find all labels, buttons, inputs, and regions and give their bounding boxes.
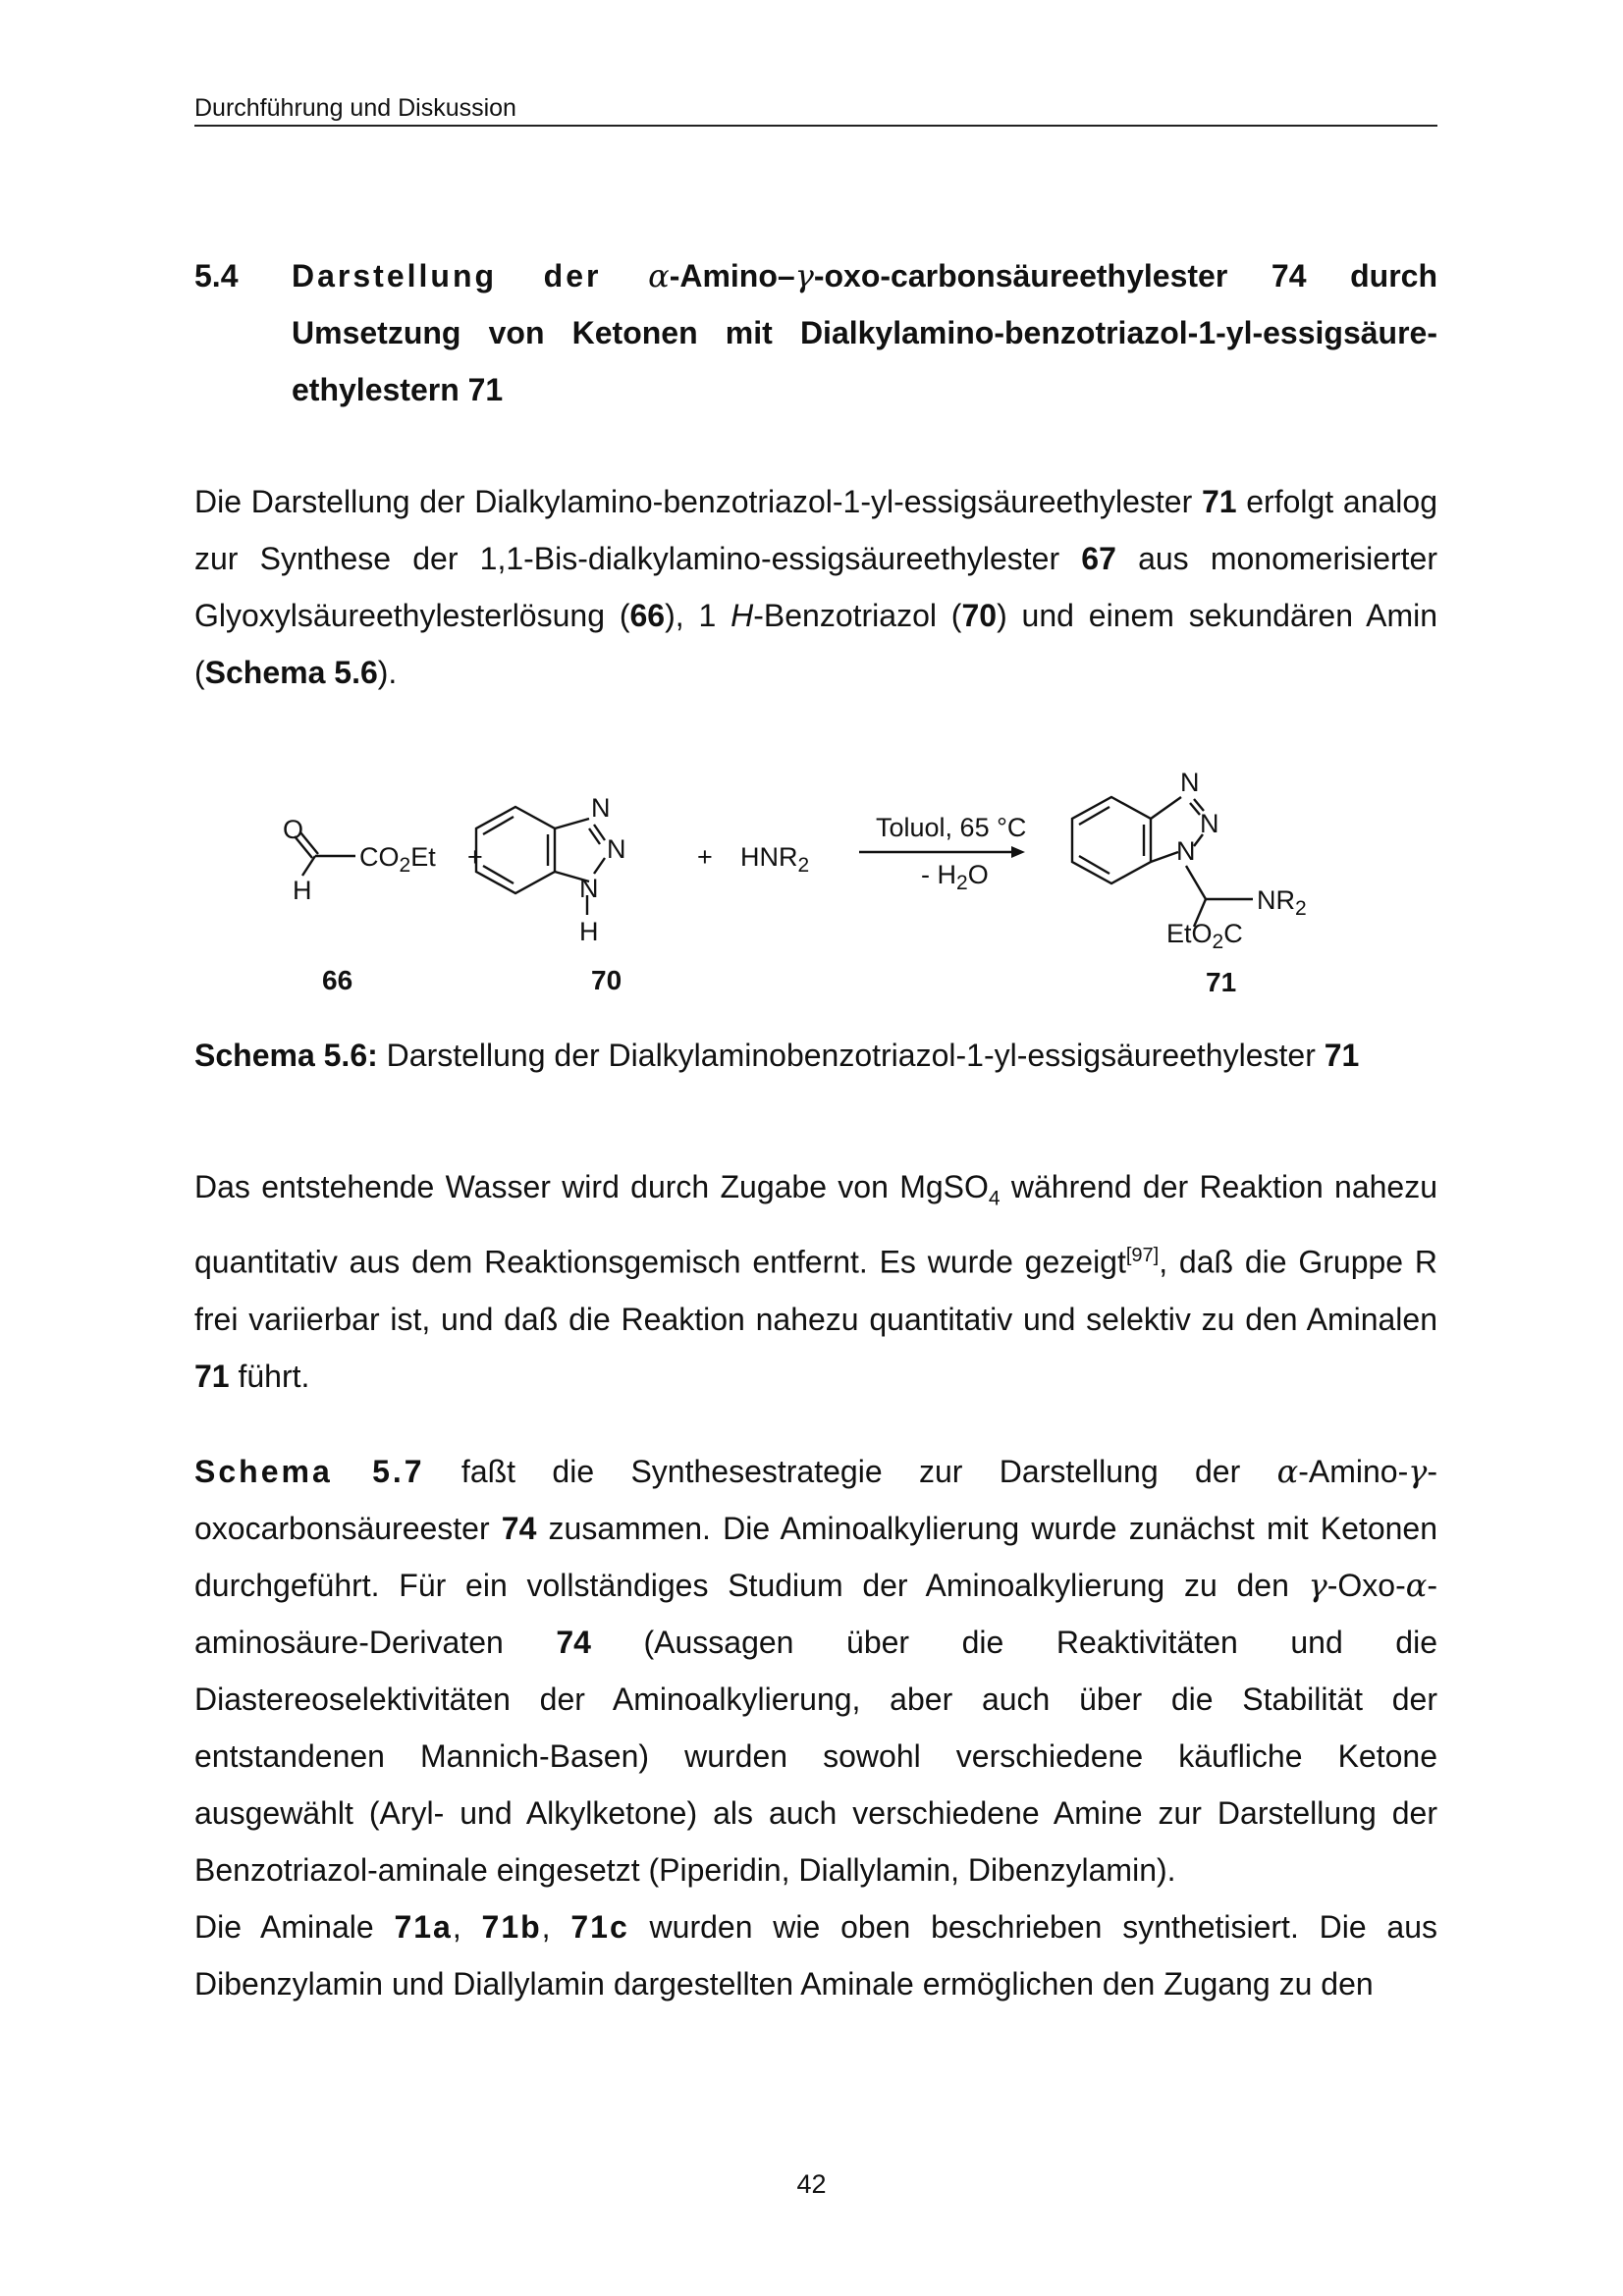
compound-ref: 74 [501,1511,537,1546]
text-run: während der Reaktion nahezu quantitativ aus dem Reaktionsgemisch entfernt. Es wurde gezeigt [194,1169,1438,1281]
atom-label: H [293,876,312,905]
compound-ref: 71 [194,1359,230,1395]
subscript: 4 [988,1187,1001,1210]
alpha-symbol: α [1276,1453,1299,1490]
group-label: $HNR_2$ [740,842,810,877]
text-run: führt. [229,1359,310,1395]
citation: [97] [1125,1245,1160,1267]
text-run: -Oxo- [1326,1568,1406,1603]
scheme-ref: Schema 5.6 [204,655,378,690]
text-run: ), 1 [665,598,731,633]
atom-label: N [1180,768,1200,797]
section-title-lead: Darstellung der [292,258,649,294]
section-title-mid: -Amino– [669,258,795,294]
group-label: EtO$_2$C [1166,919,1243,953]
text-run: Die Aminale [194,1909,395,1945]
text-run: zusammen. Die Aminoalkylierung wurde zunächst mit Ketonen durchgeführt. Für ein vollständiges Studium der Aminoalkylierung zu den [194,1511,1438,1603]
compound-ref: 71 [1324,1038,1360,1073]
compound-ref: 67 [1081,541,1116,576]
paragraph-water-removal [194,1158,1437,1405]
text-run: aus monomerisierter Glyoxylsäureethylesterlösung ( [194,541,1438,633]
section-title [292,247,1437,418]
atom-label: N [1200,809,1219,838]
paragraph-strategy [194,1443,1437,1898]
reaction-scheme [265,756,1424,1021]
atom-label: O [283,815,304,844]
running-header: Durchführung und Diskussion [194,94,1437,127]
caption-prefix: Schema 5.6: [194,1038,378,1073]
text-run: , [452,1909,482,1945]
text-run: -oxocarbonsäureester [194,1454,1438,1546]
compound-label: 70 [591,965,622,995]
paragraph-intro [194,473,1437,701]
paragraph-aminals [194,1898,1437,2012]
group-label: $CO_2Et$ [359,842,436,877]
atom-label: H [579,917,599,946]
page-number: 42 [796,2169,827,2199]
compound-ref: 66 [629,598,666,633]
atom-label: N [1176,836,1196,866]
atom-label: N [607,834,626,864]
gamma-symbol: γ [1408,1453,1428,1490]
text-run: (Aussagen über die Reaktivitäten und die Diastereoselektivitäten der Aminoalkylierung, aber auch über die Stabilität der entstandenen Mannich-Basen) wurden sowohl verschiedene käufliche Ketone ausgewählt (Aryl- und Alkylketone) als auch verschiedene Amine zur Darstellung der Benzotriazol-aminale eingesetzt (Piperidin, Diallylamin, Dibenzylamin). [194,1625,1438,1888]
text-run: ). [377,655,398,690]
group-label: $NR_2$ [1257,885,1307,920]
scheme-caption [194,1031,1437,1080]
text-run: Die Darstellung der Dialkylamino-benzotriazol-1-yl-essigsäureethylester [194,484,1202,519]
section-heading [194,247,1437,418]
section-number: 5.4 [194,258,239,294]
compound-ref: 74 [556,1625,591,1660]
text-run: ) und einem sekundären Amin ( [194,598,1438,690]
text-run: Das entstehende Wasser wird durch Zugabe von MgSO [194,1169,989,1204]
alpha-symbol: α [1405,1567,1428,1604]
text-run: -Amino- [1298,1454,1409,1489]
reaction-scheme-svg [265,756,1424,1021]
compound-ref: 70 [961,598,998,633]
compound-label: 66 [322,965,353,995]
arrow-head [1011,846,1025,858]
atom-label: N [591,793,611,823]
text-run: faßt die Synthesestrategie zur Darstellung der [424,1454,1277,1489]
italic-run: H [730,598,754,633]
atom-label: N [579,874,599,903]
text-run: erfolgt analog zur Synthese der 1,1-Bis-dialkylamino-essigsäureethylester [194,484,1438,576]
compound-ref: 71 [1201,484,1237,519]
plus-sign: + [697,842,713,872]
compound-label: 71 [1206,967,1237,997]
compound-ref: 71b [481,1909,542,1945]
compound-ref: 71a [394,1909,453,1945]
text-run: , daß die Gruppe R frei variierbar ist, und daß die Reaktion nahezu quantitativ und selektiv zu den Aminalen [194,1245,1438,1338]
section-title-rest: -oxo-carbonsäureethylester 74 durch Umsetzung von Ketonen mit Dialkylamino-benzotriazol-1-yl-essigsäure-ethylestern 71 [292,258,1438,407]
text-run: wurden wie oben beschrieben synthetisiert. Die aus Dibenzylamin und Diallylamin dargestellten Aminale ermöglichen den Zugang zu den [194,1909,1438,2002]
text-run: -Benzotriazol ( [753,598,962,633]
reaction-condition: Toluol, 65 °C [876,813,1027,842]
text-run: , [541,1909,571,1945]
gamma-symbol: γ [794,257,814,294]
plus-sign: + [467,842,483,872]
reaction-condition: - $H_2O$ [921,860,989,894]
text-run: -aminosäure-Derivaten [194,1568,1437,1660]
scheme-ref: Schema 5.7 [194,1454,425,1489]
caption-text: Darstellung der Dialkylaminobenzotriazol-1-yl-essigsäureethylester [377,1038,1325,1073]
compound-ref: 71c [570,1909,629,1945]
alpha-symbol: α [648,257,670,294]
gamma-symbol: γ [1308,1567,1327,1604]
